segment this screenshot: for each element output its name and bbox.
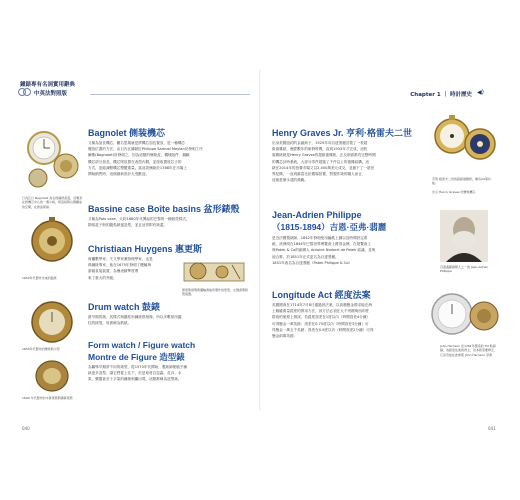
body-line: 方式，更能減輕機芯整體重量。當這款懷錶於1788年在市場上 [88,165,187,170]
entry-body-bassine [88,216,254,228]
entry-title-bassine: Bassine case Boîte basins 盆形錶殼 [88,204,240,214]
body-line: 游絲直接裝置，為懷表精準度帶 [88,269,139,274]
body-line: 又稱為加長機芯，顯名思義就是將機芯加長置放，是一種機芯 [88,141,186,145]
page-gutter [259,70,261,410]
body-line: 又稱為Pots case，大約1680年代興起的巴黎的一種錶殼樣式， [88,217,190,221]
body-line: 錶更多造型，讓它們從上往下，於是取材自昆蟲、花卉、水 [88,371,182,376]
entry-title-drum: Drum watch 鼓錶 [88,302,161,312]
graves-supercomplication-image [432,110,498,174]
body-line: 開始銷售時，這個創新設計大受歡迎。 [88,172,150,177]
caption-bagnolet: 日內瓦以 Bagnolet 為名的鐘錶產量，這類是在錶機芯中心的一個小時，錶直接與右側圍成的空間，在錶盒尾端 [22,196,83,209]
body-line: 他合夥，於1851年正式更名為百達翡麗。 [272,254,339,259]
book-title: 鐘錶專有名詞實用辭典 [20,82,76,88]
entry-title-longitude: Longitude Act 經度法案 [272,290,371,300]
body-line: 最早期的錶，其樣式與圓柱形鐘錶很相像，所以多數採用圓 [88,315,182,319]
figure-watch-image [30,356,74,394]
bassine-watch-image [26,213,78,273]
entry-body-drum [88,314,254,326]
bagnolet-watch-image [22,122,80,194]
caption-graves: 亨利·格雷夫二世的超級複雜錶，擁有24項功能。 [432,177,491,186]
body-line: 爾斯(Bagnolet)所發明之，因為這類的懷錶盒，機械組件、鋼鐵 [88,153,190,158]
philippe-portrait-image [440,210,488,262]
caption-wooden-case: 1600 年代製作的木質錶殼與銅質錶殼 [22,396,73,400]
entry-body-bagnolet [88,140,254,177]
entry-title-philippe: Jean-Adrien Philippe [272,210,362,220]
body-line: 統，該發明在1844年巴黎世界博覽會上獲得金牌，在展覽會上 [272,242,371,247]
entry-body-longitude [272,302,426,339]
body-line: 與Patek & Co的創辦人 Antoine Norbert de Patek 結識，並與 [272,248,376,253]
body-line: 擺放位置的方法，由日內瓦鐘錶匠Philippe Samuel Meylan於發明工序 [88,147,203,152]
entry-title-graves: Henry Graves Jr. 亨利·格雷夫二世 [272,128,413,138]
harrison-h4-image [430,288,500,340]
caption-graves-movement: 出示 Henry Graves 的懷錶機芯 [432,190,476,194]
entry-title-bagnolet: Bagnolet 侧装機芯 [88,128,166,138]
body-line: 機芯部分加長，機芯則放置在表殼內側，並採取置放芯子的 [88,159,182,164]
body-line: 類似盆子般的圓弧錶邊造型，並且這常附有錶蓋。 [88,223,168,228]
entry-body-graves [272,140,426,183]
body-line: 懸金兩萬英鎊。 [272,334,298,339]
body-line: 錶在2014年的拍賣市場又以2,400萬美元成交，並創下了一項世 [272,165,375,170]
page-number-left: 040 [22,426,30,431]
chapter-label: Chapter 1 ｜ 時計歷史 [410,92,472,98]
caption-harrison: John Harrison 在1761年製造的 H4 航海鐘，為經度法案的得主，但本錶需要修正，它是否能在此參照 John Harrison 學會 [440,344,498,357]
entry-title-philippe-years: （1815-1894）吉恩·亞弗·翡麗 [272,222,387,232]
caption-watch-1650: 1650年代製作的懷錶與小型 [22,347,60,351]
entry-body-huygens [88,256,180,281]
entry-title-form-watch: Form watch / Figure watch [88,340,196,350]
body-line: 複雜錶就是Henry Graves的超級複雜錶，正反兩面都有完整時間 [272,153,376,158]
body-line: 柱的錶殼，故被稱為鼓錶。 [88,321,132,326]
body-line: 為屬殊早期常不用的錶型，從1570年代開始，製錶師便賦予鐘 [88,365,187,369]
body-line: 果、樂器甚至十字架的鐘錶相繼出現，這類都稱為造型錶。 [88,377,182,382]
body-line: 出身美國紐約的金融鉅子，1925年向百達翡麗訂製了一枚超 [272,141,368,145]
caption-drum-1650: 1650年代製作出來的鼓錶 [22,276,57,280]
body-line: 來了重大的突破。 [88,275,117,280]
header-divider [90,94,250,95]
book-subtitle: 中英法對照版 [34,91,68,97]
body-line: 上精確測量經度的實用方法，該方法必須在大不列顛與西印度 [272,309,370,314]
body-line: 群島的航程上測試，若經度誤差在1度以內（時間誤差4分鐘） [272,315,371,320]
drum-watch-image [26,298,78,346]
huygens-mechanism-image [182,255,248,285]
entry-body-form-watch [88,364,254,383]
entry-title-figure-watch: Montre de Figure 造型錶 [88,352,185,362]
body-line: 1851年改名為百達翡麗（Patek Philippe & Co） [272,260,353,265]
chapter-marker-icon: ◀) [477,89,484,96]
body-line: 得懸金一萬五千英鎊；誤差在0.5度以內（時間誤差2分鐘）可得 [272,327,374,332]
body-line: 這就是個永遠的典範。 [272,178,308,183]
body-line: 英國國會在1714年7月8日通過該法案，以高額懸金徵求能在海 [272,303,372,307]
caption-huygens: 惠更斯發明與擺輪游絲所製作的原型，左側畫著錶殼裝置。 [182,288,249,297]
caption-philippe: 百達翡麗創辦人之一的 Jean-Adrien Philippe [440,265,489,274]
entry-title-huygens: Christiaan Huygens 惠更斯 [88,244,203,254]
body-line: 的機芯計時系統，大部分零件超過了千件以上的複雜結構。這 [272,159,370,164]
body-line: 荷蘭數學家、天文學家兼物理學家，也是 [88,257,153,261]
entry-body-philippe [272,235,426,266]
page-number-right: 041 [488,426,496,431]
body-line: 可得懸金一萬英鎊；誤差在0.75度以內（時間誤差3分鐘）可 [272,321,369,326]
body-line: 是近法國製錶師，1842年發明免用鑰匙上鍊以及時間設定系 [272,236,368,240]
body-line: 界紀錄，一直到蘇富比拍賣場拍賣，對製作錶的職人而言， [272,172,366,177]
body-line: 級複雜錶，歷經數年的研發時間，直到1933年才完成，這枚 [272,147,368,152]
body-line: 偉鐘錶專家，他在1675年發明了擺輪與 [88,263,152,268]
